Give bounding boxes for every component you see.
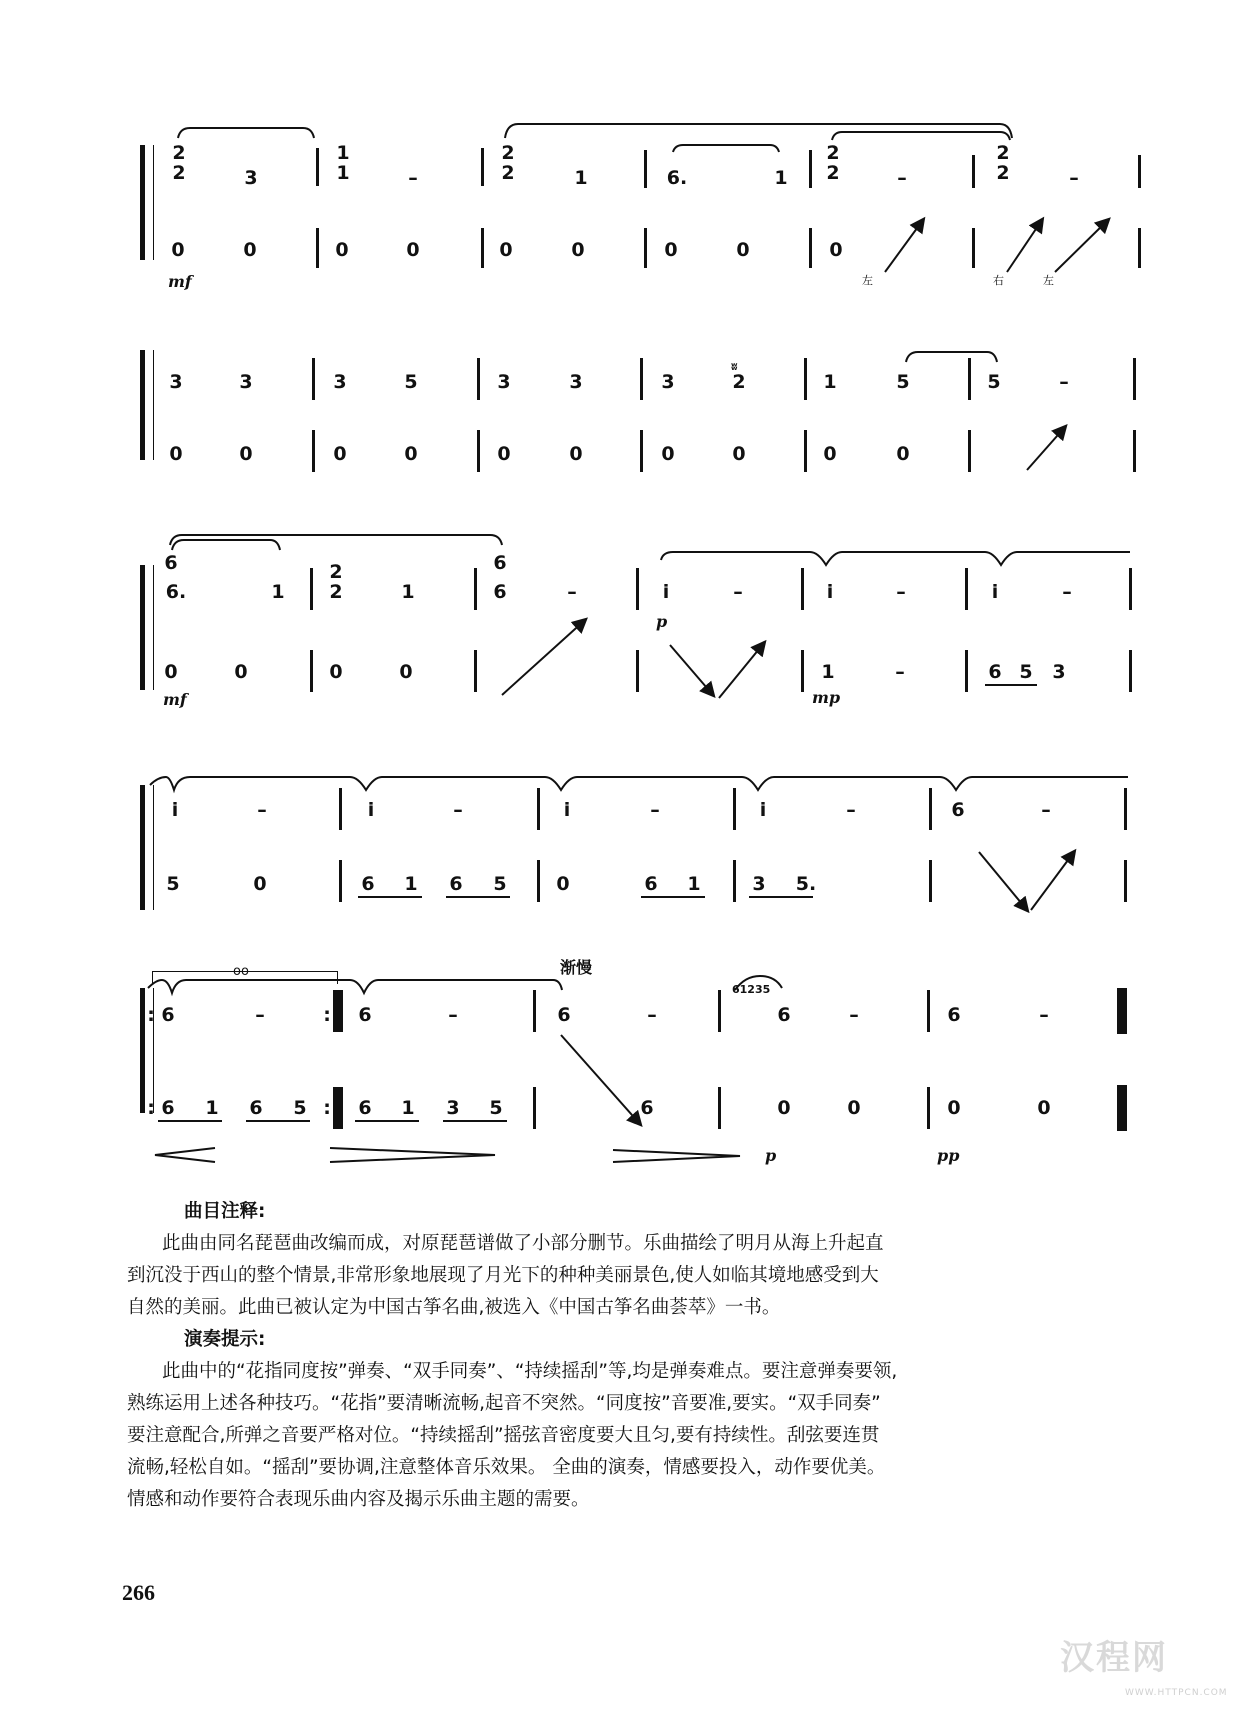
rest: 0 (399, 661, 413, 683)
note: 5 (493, 873, 507, 895)
rest: 0 (847, 1097, 861, 1119)
note: 1 (574, 167, 588, 189)
note: 2 (329, 561, 343, 583)
paragraph-line: 自然的美丽。此曲已被认定为中国古筝名曲,被选入《中国古筝名曲荟萃》一书。 (127, 1297, 781, 1318)
grace-notes: 61235 (732, 983, 771, 996)
paragraph-line: 熟练运用上述各种技巧。“花指”要清晰流畅,起音不突然。“同度按”音要准,要实。“双手同奏” (127, 1393, 881, 1414)
paragraph-line: 到沉没于西山的整个情景,非常形象地展现了月光下的种种美丽景色,使人如临其境地感受到大 (127, 1265, 879, 1286)
note: 6 (449, 873, 463, 895)
note: 1 (404, 873, 418, 895)
note: 6 (988, 661, 1002, 683)
note: 3 (569, 371, 583, 393)
dash: – (897, 167, 907, 189)
note: 6 (951, 799, 965, 821)
notes-section (127, 1196, 1147, 1516)
paragraph-line: 此曲中的“花指同度按”弹奏、“双手同奏”、“持续摇刮”等,均是弹奏难点。要注意弹奏要领, (162, 1361, 898, 1382)
dash: – (849, 1004, 859, 1026)
note: 6 (493, 581, 507, 603)
rest: 0 (497, 443, 511, 465)
page-number: 266 (122, 1580, 155, 1605)
tempo-marking: 渐慢 (560, 958, 593, 977)
note: 3 (752, 873, 766, 895)
note: 2 (501, 162, 515, 184)
rest: 0 (243, 239, 257, 261)
note: 2 (501, 142, 515, 164)
note: i (171, 799, 179, 821)
dynamic-mf: mf (163, 690, 187, 709)
note: 3 (661, 371, 675, 393)
note: 6. (165, 581, 187, 603)
rest: 0 (171, 239, 185, 261)
dash: – (647, 1004, 657, 1026)
note: 3 (169, 371, 183, 393)
rest: 0 (169, 443, 183, 465)
dynamic-p: p (765, 1146, 777, 1165)
dash: – (1059, 371, 1069, 393)
rest: 0 (253, 873, 267, 895)
note: 1 (774, 167, 788, 189)
note: 6 (249, 1097, 263, 1119)
rest: 0 (664, 239, 678, 261)
left-hand-mark: 左 (862, 274, 873, 287)
note: 6 (640, 1097, 654, 1119)
rest: 0 (406, 239, 420, 261)
rest: 0 (404, 443, 418, 465)
paragraph-line: 流畅,轻松自如。“摇刮”要协调,注意整体音乐效果。 全曲的演奏，情感要投入，动作要优美。 (127, 1457, 886, 1478)
note: 3 (446, 1097, 460, 1119)
note: i (759, 799, 767, 821)
dynamic-pp: pp (937, 1146, 960, 1165)
note: 2 (996, 142, 1010, 164)
heading-performance-tips: 演奏提示: (184, 1329, 266, 1350)
dash: – (896, 581, 906, 603)
rest: 0 (571, 239, 585, 261)
rest: 0 (499, 239, 513, 261)
note: 2 (329, 581, 343, 603)
dash: – (1039, 1004, 1049, 1026)
dash: – (255, 1004, 265, 1026)
note: 2 (826, 142, 840, 164)
dash: – (650, 799, 660, 821)
note: 5 (404, 371, 418, 393)
note: i (826, 581, 834, 603)
dash: – (846, 799, 856, 821)
rest: 0 (896, 443, 910, 465)
right-hand-mark: 右 (993, 274, 1004, 287)
rest: 0 (1037, 1097, 1051, 1119)
dynamic-mf: mf (168, 272, 192, 291)
dash: – (408, 167, 418, 189)
paragraph-line: 此曲由同名琵琶曲改编而成，对原琵琶谱做了小部分删节。乐曲描绘了明月从海上升起直 (162, 1233, 884, 1254)
note: i (367, 799, 375, 821)
dash: – (733, 581, 743, 603)
note: 6 (947, 1004, 961, 1026)
note: 6. (666, 167, 688, 189)
note: 2 (172, 162, 186, 184)
note: 3 (333, 371, 347, 393)
note: 6 (164, 552, 178, 574)
note: 6 (358, 1004, 372, 1026)
note: 1 (336, 142, 350, 164)
repeat-end: : (323, 1097, 331, 1119)
note: 3 (1052, 661, 1066, 683)
dash: – (257, 799, 267, 821)
rest: 0 (777, 1097, 791, 1119)
rest: 0 (335, 239, 349, 261)
rest: 0 (234, 661, 248, 683)
note: 6 (493, 552, 507, 574)
note: 1 (401, 1097, 415, 1119)
note: 5 (896, 371, 910, 393)
paragraph-line: 要注意配合,所弹之音要严格对位。“持续摇刮”摇弦音密度要大且匀,要有持续性。刮弦要连贯 (127, 1425, 880, 1446)
rest: 0 (239, 443, 253, 465)
note: 6 (557, 1004, 571, 1026)
note: 2 (172, 142, 186, 164)
rest: 0 (329, 661, 343, 683)
watermark-logo: 汉程网 (1060, 1638, 1168, 1678)
rest: 0 (333, 443, 347, 465)
note: 5 (293, 1097, 307, 1119)
note: 5 (166, 873, 180, 895)
dash: – (1069, 167, 1079, 189)
note: 1 (823, 371, 837, 393)
note: 6 (644, 873, 658, 895)
note: 3 (497, 371, 511, 393)
watermark-url: WWW.HTTPCN.COM (1125, 1688, 1228, 1698)
note: 6 (777, 1004, 791, 1026)
rest: 0 (736, 239, 750, 261)
dash: – (1062, 581, 1072, 603)
rest: 0 (829, 239, 843, 261)
note: 6 (358, 1097, 372, 1119)
left-hand-mark: 左 (1043, 274, 1054, 287)
rest: 0 (164, 661, 178, 683)
note: i (991, 581, 999, 603)
note: 2 (996, 162, 1010, 184)
volta-mark: oo (233, 964, 249, 979)
note: 6 (161, 1097, 175, 1119)
note: 5 (1019, 661, 1033, 683)
dash: – (453, 799, 463, 821)
note: i (662, 581, 670, 603)
dash: – (1041, 799, 1051, 821)
rest: 0 (823, 443, 837, 465)
dynamic-p: p (656, 612, 668, 631)
note: 1 (336, 162, 350, 184)
note: 1 (821, 661, 835, 683)
note: 3 (239, 371, 253, 393)
rest: 0 (661, 443, 675, 465)
note: i (563, 799, 571, 821)
dash: – (448, 1004, 458, 1026)
repeat-start: : (147, 1097, 155, 1119)
note: 6 (361, 873, 375, 895)
note: 1 (401, 581, 415, 603)
repeat-start: : (147, 1004, 155, 1026)
note: 3 (244, 167, 258, 189)
rest: 0 (732, 443, 746, 465)
dash: – (895, 661, 905, 683)
note: 1 (205, 1097, 219, 1119)
dynamic-mp: mp (812, 688, 841, 707)
note: 2 (826, 162, 840, 184)
rest: 0 (569, 443, 583, 465)
note: 5 (987, 371, 1001, 393)
note: 6 (161, 1004, 175, 1026)
rest: 0 (556, 873, 570, 895)
note: 5. (795, 873, 817, 895)
rest: 0 (947, 1097, 961, 1119)
note: 1 (271, 581, 285, 603)
dash: – (567, 581, 577, 603)
heading-song-notes: 曲目注释: (184, 1201, 266, 1222)
paragraph-line: 情感和动作要符合表现乐曲内容及揭示乐曲主题的需要。 (127, 1489, 590, 1510)
tremolo-mark: ʬ (731, 360, 738, 373)
note: 1 (687, 873, 701, 895)
repeat-end: : (323, 1004, 331, 1026)
note: 2 (732, 371, 746, 393)
note: 5 (489, 1097, 503, 1119)
